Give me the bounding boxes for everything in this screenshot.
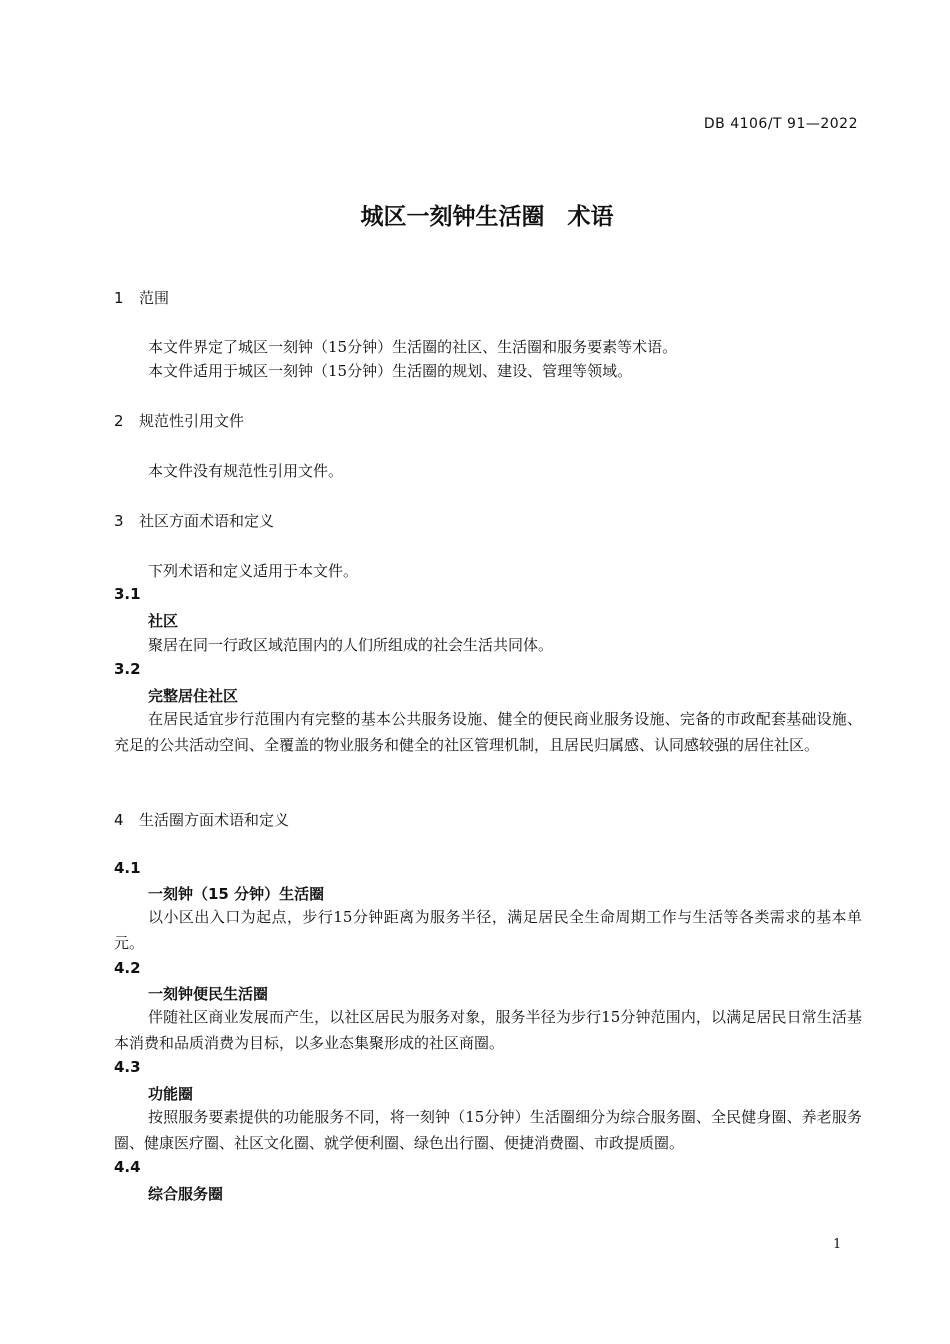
term-number: 4.3 [114,1058,141,1076]
section-heading [114,809,289,830]
term-number: 3.1 [114,585,141,603]
term-name: 社区 [148,612,179,630]
paragraph: 本文件适用于城区一刻钟（15分钟）生活圈的规划、建设、管理等领域。 [148,362,633,380]
paragraph: 下列术语和定义适用于本文件。 [148,562,359,580]
section-number: 2 [114,412,124,430]
term-number: 4.1 [114,859,141,877]
term-name: 一刻钟便民生活圈 [148,985,269,1003]
paragraph: 本文件没有规范性引用文件。 [148,462,344,480]
paragraph: 本文件界定了城区一刻钟（15分钟）生活圈的社区、生活圈和服务要素等术语。 [148,338,678,356]
term-number: 3.2 [114,660,141,678]
section-number: 1 [114,289,124,307]
section-title: 生活圈方面术语和定义 [139,811,290,829]
section-title: 范围 [139,289,170,307]
term-definition: 以小区出入口为起点，步行15分钟距离为服务半径，满足居民全生命周期工作与生活等各类需求的基本单元。 [114,908,862,952]
section-title: 社区方面术语和定义 [139,512,275,530]
section-heading [114,410,244,431]
section-number: 4 [114,811,124,829]
page-number: 1 [833,1237,842,1252]
standard-number: DB 4106/T 91—2022 [703,116,858,132]
page-title: 城区一刻钟生活圈 术语 [360,204,614,230]
term-definition: 伴随社区商业发展而产生，以社区居民为服务对象，服务半径为步行15分钟范围内，以满足居民日常生活基本消费和品质消费为目标，以多业态集聚形成的社区商圈。 [114,1008,862,1052]
term-name: 完整居住社区 [148,687,239,705]
section-number: 3 [114,512,124,530]
term-number: 4.2 [114,959,141,977]
section-title: 规范性引用文件 [139,412,245,430]
term-name: 综合服务圈 [148,1185,224,1203]
term-definition: 按照服务要素提供的功能服务不同，将一刻钟（15分钟）生活圈细分为综合服务圈、全民健身圈、养老服务圈、健康医疗圈、社区文化圈、就学便利圈、绿色出行圈、便捷消费圈、市政提质圈。 [114,1108,862,1152]
section-heading [114,510,274,531]
term-definition: 在居民适宜步行范围内有完整的基本公共服务设施、健全的便民商业服务设施、完备的市政配套基础设施、充足的公共活动空间、全覆盖的物业服务和健全的社区管理机制，且居民归属感、认同感较强的居住社区。 [114,710,862,754]
term-name: 一刻钟（15 分钟）生活圈 [148,885,325,903]
term-number: 4.4 [114,1158,141,1176]
term-name: 功能圈 [148,1085,194,1103]
section-heading [114,287,169,308]
term-definition: 聚居在同一行政区域范围内的人们所组成的社会生活共同体。 [148,636,554,654]
